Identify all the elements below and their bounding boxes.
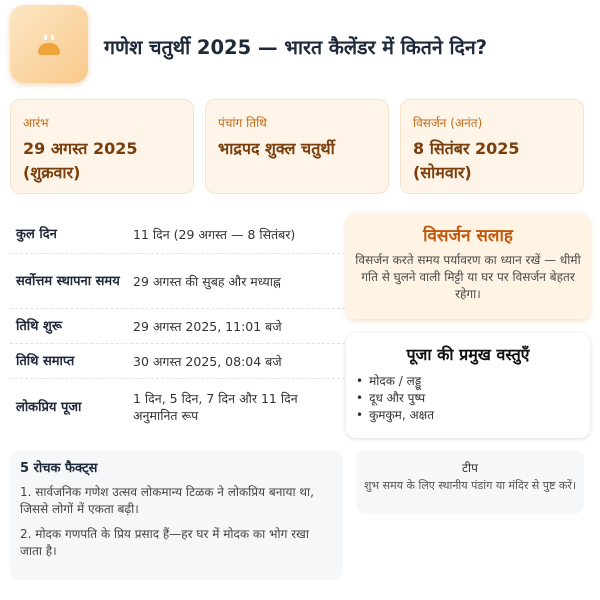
facts-box <box>10 450 343 580</box>
row-key: लोकप्रिय पूजा <box>16 399 82 415</box>
puja-title: पूजा की प्रमुख वस्तुएँ <box>406 345 530 364</box>
facts-title: 5 रोचक फैक्ट्स <box>20 461 98 476</box>
card-label: विसर्जन (अनंत) <box>413 116 483 130</box>
row-key: तिथि शुरू <box>16 318 62 334</box>
table-row <box>10 379 345 435</box>
puja-items-box <box>346 333 590 438</box>
puja-list <box>356 373 590 424</box>
card-value: 29 अगस्त 2025 (शुक्रवार) <box>23 139 138 182</box>
start-date-card <box>10 99 194 194</box>
row-value: 11 दिन (29 अगस्त — 8 सितंबर) <box>133 227 296 242</box>
fact-item: 1. सार्वजनिक गणेश उत्सव लोकमान्य टिळक ने लोकप्रिय बनाया था, जिससे लोगों में एकता बढ़ी। <box>20 485 314 516</box>
tip-box <box>356 450 584 514</box>
row-value: 29 अगस्त की सुबह और मध्याह्न <box>133 273 281 289</box>
fact-item: 2. मोदक गणपति के प्रिय प्रसाद हैं—हर घर में मोदक का भोग रखा जाता है। <box>20 527 309 558</box>
list-item: • दूध और पुष्प <box>356 390 590 407</box>
advice-text: विसर्जन करते समय पर्यावरण का ध्यान रखें — धीमी गति से घुलने वाली मिट्टी या घर पर विसर्जन बेहतर रहेगा। <box>355 253 581 301</box>
page-header <box>10 5 590 85</box>
page-title: गणेश चतुर्थी 2025 — भारत कैलेंडर में कितने दिन? <box>104 36 488 59</box>
advice-title: विसर्जन सलाह <box>423 226 513 246</box>
visarjan-date-card <box>400 99 584 194</box>
card-value: 8 सितंबर 2025 (सोमवार) <box>413 139 520 182</box>
row-key: तिथि समाप्त <box>16 353 75 369</box>
table-row <box>10 254 345 309</box>
list-item: • मोदक / लड्डू <box>356 373 590 390</box>
visarjan-advice-box <box>346 213 590 319</box>
ganesha-icon <box>10 5 88 83</box>
info-table <box>10 216 345 435</box>
list-item: • कुमकुम, अक्षत <box>356 407 590 424</box>
table-row <box>10 344 345 379</box>
table-row <box>10 309 345 344</box>
tip-text: शुभ समय के लिए स्थानीय पंडांग या मंदिर से पुष्ट करें। <box>363 479 577 492</box>
card-label: पंचांग तिथि <box>218 116 267 130</box>
row-value: 30 अगस्त 2025, 08:04 बजे <box>133 353 282 369</box>
card-value: भाद्रपद शुक्ल चतुर्थी <box>218 139 335 158</box>
row-key: कुल दिन <box>16 227 57 242</box>
card-label: आरंभ <box>23 116 49 130</box>
row-value: 1 दिन, 5 दिन, 7 दिन और 11 दिन अनुमानित रूप <box>133 391 298 423</box>
panchang-tithi-card <box>205 99 389 194</box>
row-value: 29 अगस्त 2025, 11:01 बजे <box>133 318 282 334</box>
row-key: सर्वोत्तम स्थापना समय <box>16 273 120 289</box>
table-row <box>10 216 345 254</box>
tip-title: टीप <box>462 461 478 475</box>
